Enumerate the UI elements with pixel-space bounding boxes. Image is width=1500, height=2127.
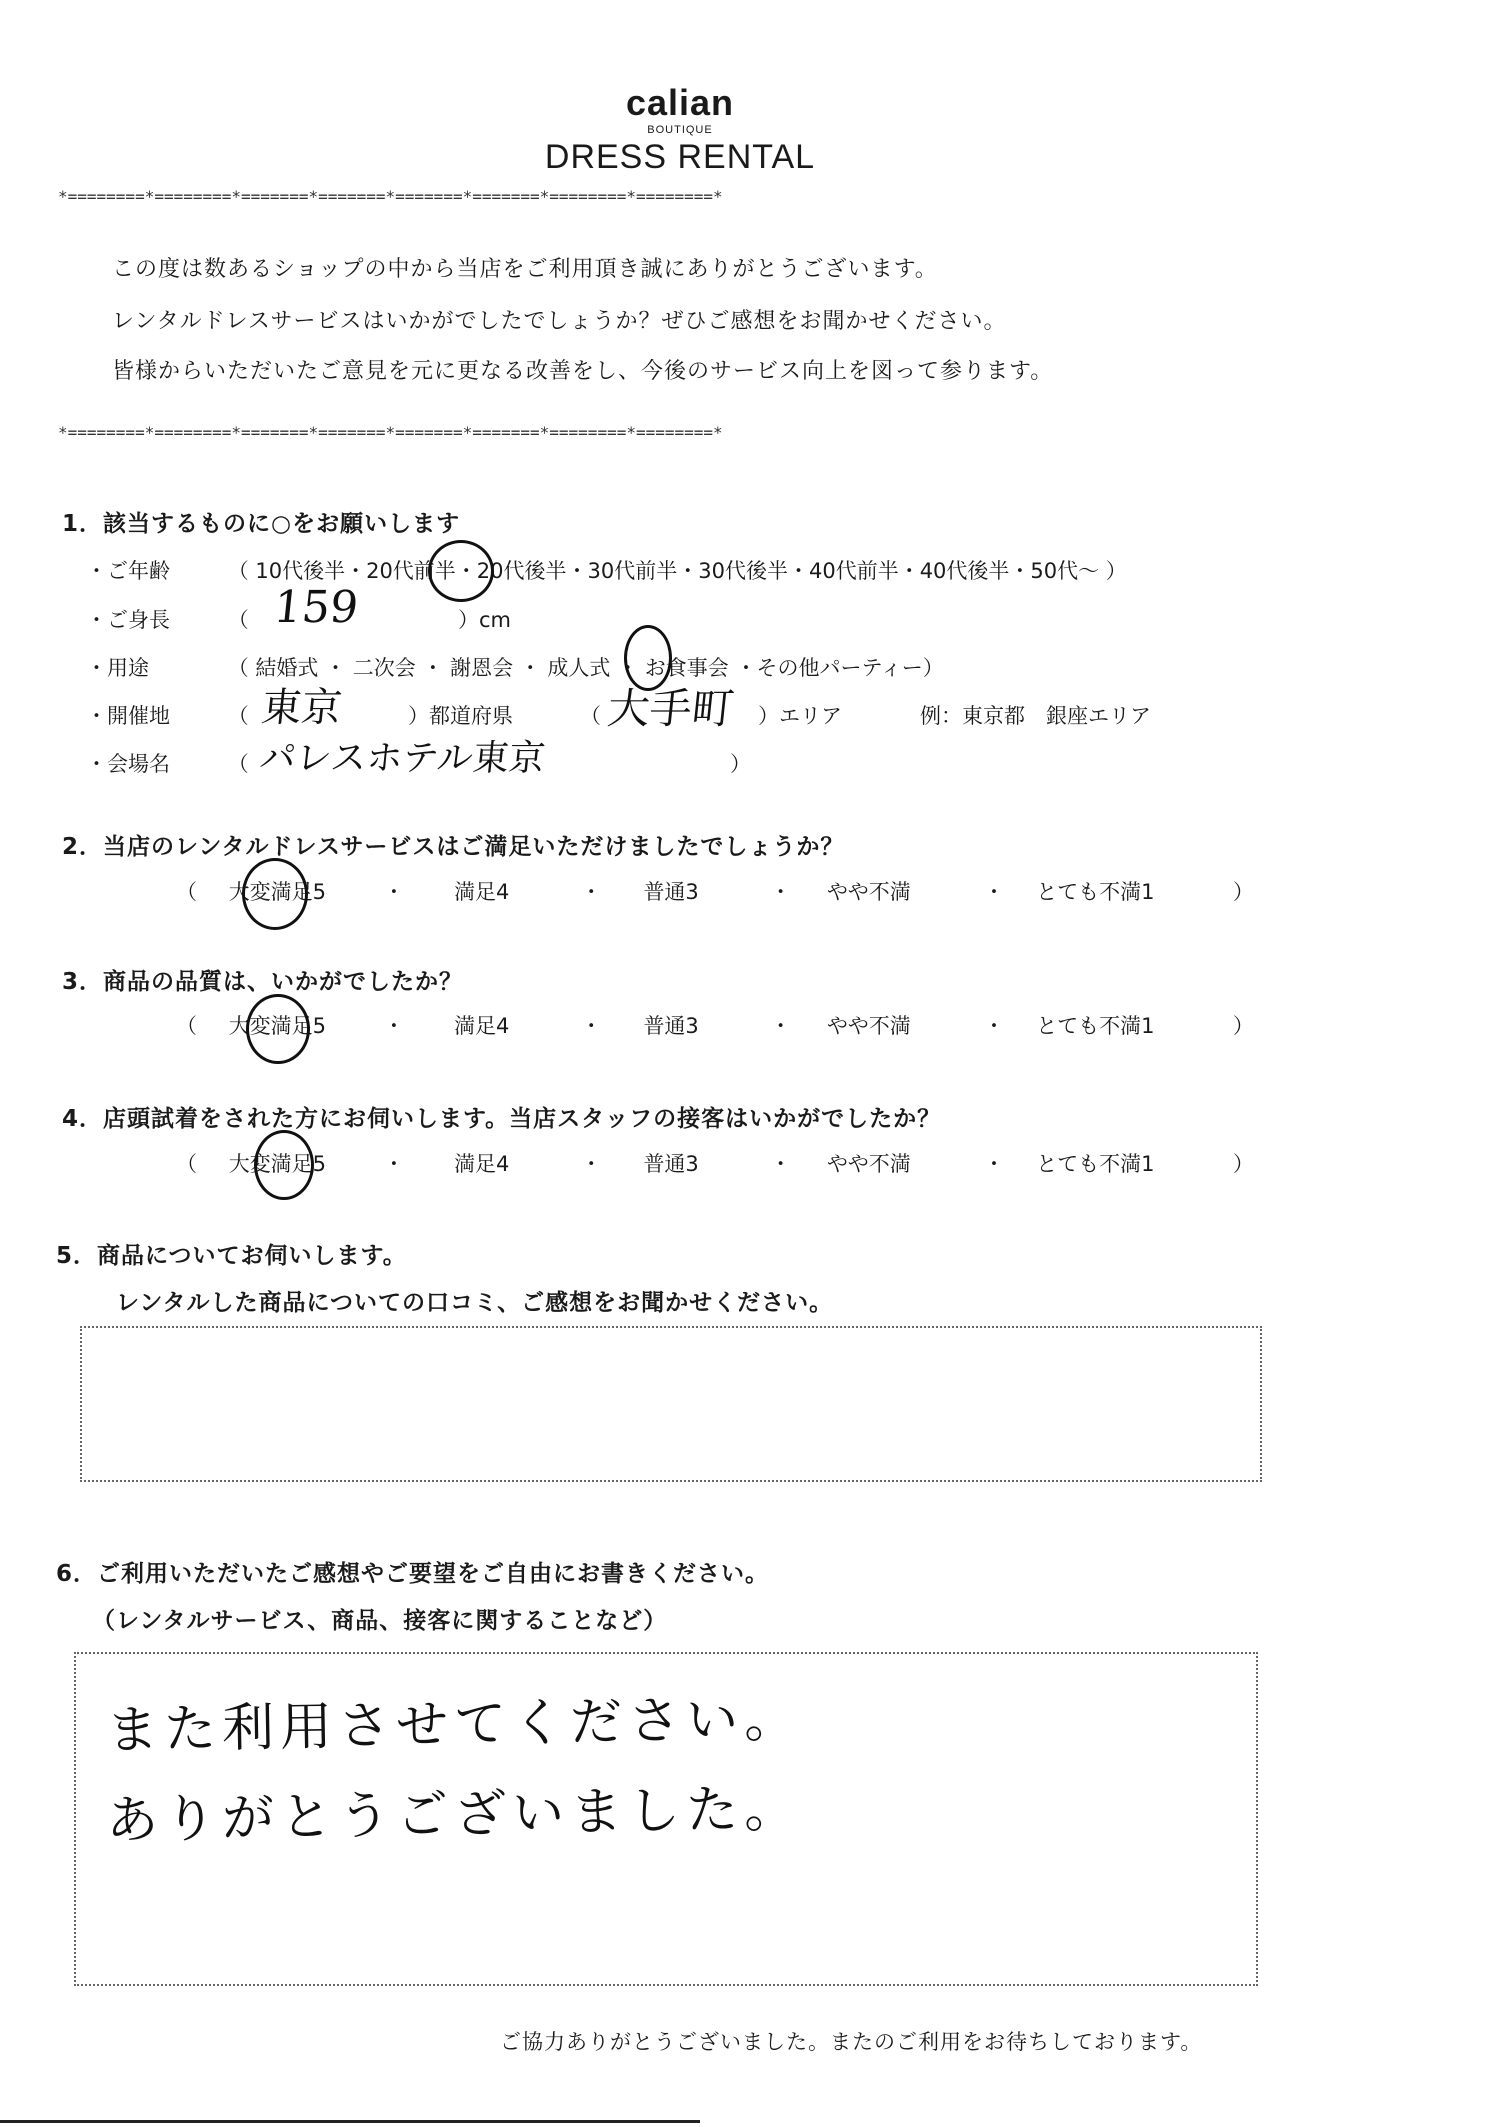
q5-answer-box[interactable] bbox=[80, 1326, 1262, 1482]
q1-height-row bbox=[86, 604, 249, 634]
q5-title: 5．商品についてお伺いします。 bbox=[56, 1243, 407, 1269]
venue-area-open: （ bbox=[227, 704, 249, 728]
q3-close-paren: ） bbox=[1232, 1014, 1254, 1038]
height-unit: ）cm bbox=[458, 608, 512, 632]
q2-open-paren: （ bbox=[176, 880, 197, 904]
q4-selection-circle bbox=[254, 1130, 314, 1200]
q1-age-row bbox=[86, 555, 1127, 585]
q5-subtitle: レンタルした商品についての口コミ、ご感想をお聞かせください。 bbox=[116, 1290, 834, 1316]
age-options[interactable]: （ 10代後半・20代前半・20代後半・30代前半・30代後半・40代前半・40代後半・50代～ ） bbox=[227, 559, 1127, 583]
height-open: （ bbox=[227, 608, 249, 632]
q3-option-satisfied[interactable]: 満足4 bbox=[454, 1014, 510, 1038]
height-label: ・ご身長 bbox=[86, 608, 170, 632]
top-divider: *========*========*=======*=======*=======*=======*========*========* bbox=[58, 190, 723, 204]
q3-option-normal[interactable]: 普通3 bbox=[643, 1014, 699, 1038]
venue-name-close: ） bbox=[730, 752, 751, 776]
q4-rating-row bbox=[176, 1148, 1254, 1178]
q1-venue-name-row bbox=[86, 748, 249, 778]
q2-option-very-dissatisfied[interactable]: とても不満1 bbox=[1036, 880, 1155, 904]
prefecture-handwritten[interactable]: 東京 bbox=[259, 685, 345, 731]
q3-sep-1: ・ bbox=[383, 1014, 405, 1038]
footer-thanks: ご協力ありがとうございました。またのご利用をお待ちしております。 bbox=[500, 2030, 1203, 2054]
height-handwritten-value[interactable]: 159 bbox=[271, 582, 361, 633]
q6-title: 6．ご利用いただいたご感想やご要望をご自由にお書きください。 bbox=[56, 1561, 770, 1587]
q4-option-satisfied[interactable]: 満足4 bbox=[454, 1152, 510, 1176]
q6-answer-line-1: また利用させてください。 bbox=[105, 1688, 803, 1762]
q3-open-paren: （ bbox=[176, 1014, 197, 1038]
venue-name-open: （ bbox=[227, 752, 249, 776]
venue-example: 例：東京都 銀座エリア bbox=[920, 704, 1151, 728]
venue-name-label: ・会場名 bbox=[86, 752, 170, 776]
q4-option-normal[interactable]: 普通3 bbox=[643, 1152, 699, 1176]
venue-name-handwritten[interactable]: パレスホテル東京 bbox=[257, 738, 547, 779]
q2-selection-circle bbox=[242, 858, 308, 930]
q4-sep-2: ・ bbox=[580, 1152, 602, 1176]
q1-venue-area-row bbox=[86, 700, 249, 730]
logo-boutique: BOUTIQUE bbox=[647, 124, 713, 136]
intro-line-3: 皆様からいただいたご意見を元に更なる改善をし、今後のサービス向上を図って参ります。 bbox=[112, 359, 1054, 384]
q2-rating-row bbox=[176, 876, 1254, 906]
q2-option-slightly-dissatisfied[interactable]: やや不満 bbox=[826, 880, 911, 904]
q3-rating-row bbox=[176, 1010, 1254, 1040]
q1-purpose-row bbox=[86, 652, 944, 682]
q2-close-paren: ） bbox=[1232, 880, 1254, 904]
q4-open-paren: （ bbox=[176, 1152, 197, 1176]
q3-title: 3．商品の品質は、いかがでしたか？ bbox=[62, 969, 464, 995]
q3-sep-3: ・ bbox=[770, 1014, 792, 1038]
q2-sep-4: ・ bbox=[983, 880, 1005, 904]
q2-option-normal[interactable]: 普通3 bbox=[643, 880, 699, 904]
venue-area-label: ・開催地 bbox=[86, 704, 170, 728]
q3-option-very-satisfied[interactable]: 大変満足5 bbox=[228, 1014, 327, 1038]
q2-option-satisfied[interactable]: 満足4 bbox=[454, 880, 510, 904]
q4-option-very-dissatisfied[interactable]: とても不満1 bbox=[1036, 1152, 1155, 1176]
scan-edge-line bbox=[0, 2120, 700, 2123]
bottom-divider: *========*========*=======*=======*=======*=======*========*========* bbox=[58, 426, 723, 440]
q6-answer-box[interactable] bbox=[74, 1652, 1258, 1986]
q3-selection-circle bbox=[246, 994, 310, 1064]
q1-title: 1．該当するものに○をお願いします bbox=[62, 511, 461, 537]
prefecture-suffix: ）都道府県 bbox=[408, 704, 513, 728]
q2-sep-3: ・ bbox=[770, 880, 792, 904]
logo-calian: calian bbox=[625, 82, 735, 123]
q2-option-very-satisfied[interactable]: 大変満足5 bbox=[228, 880, 327, 904]
q6-subtitle: （レンタルサービス、商品、接客に関することなど） bbox=[92, 1608, 668, 1634]
q2-sep-2: ・ bbox=[580, 880, 602, 904]
q3-sep-4: ・ bbox=[983, 1014, 1005, 1038]
q4-sep-3: ・ bbox=[770, 1152, 792, 1176]
q6-answer-line-2: ありがとうございました。 bbox=[105, 1778, 803, 1852]
logo-dress-rental: DRESS RENTAL bbox=[544, 138, 816, 176]
intro-line-1: この度は数あるショップの中から当店をご利用頂き誠にありがとうございます。 bbox=[112, 257, 938, 282]
intro-line-2: レンタルドレスサービスはいかがでしたでしょうか？ぜひご感想をお聞かせください。 bbox=[112, 309, 1007, 334]
q4-sep-4: ・ bbox=[983, 1152, 1005, 1176]
q2-title: 2．当店のレンタルドレスサービスはご満足いただけましたでしょうか？ bbox=[62, 834, 845, 860]
q3-option-very-dissatisfied[interactable]: とても不満1 bbox=[1036, 1014, 1155, 1038]
purpose-label: ・用途 bbox=[86, 656, 149, 680]
q3-option-slightly-dissatisfied[interactable]: やや不満 bbox=[826, 1014, 911, 1038]
q2-sep-1: ・ bbox=[383, 880, 405, 904]
q3-sep-2: ・ bbox=[580, 1014, 602, 1038]
age-selection-circle bbox=[428, 540, 494, 602]
purpose-options[interactable]: （ 結婚式 ・ 二次会 ・ 謝恩会 ・ 成人式 ・ お食事会 ・その他パーティー） bbox=[227, 656, 944, 680]
area-suffix: ）エリア bbox=[758, 704, 842, 728]
q4-close-paren: ） bbox=[1232, 1152, 1254, 1176]
q4-option-very-satisfied[interactable]: 大変満足5 bbox=[228, 1152, 327, 1176]
q4-sep-1: ・ bbox=[383, 1152, 405, 1176]
q4-title: 4．店頭試着をされた方にお伺いします。当店スタッフの接客はいかがでしたか？ bbox=[62, 1106, 942, 1132]
age-label: ・ご年齢 bbox=[86, 559, 170, 583]
area-open: （ bbox=[580, 704, 601, 728]
area-handwritten[interactable]: 大手町 bbox=[605, 684, 737, 733]
q4-option-slightly-dissatisfied[interactable]: やや不満 bbox=[826, 1152, 911, 1176]
